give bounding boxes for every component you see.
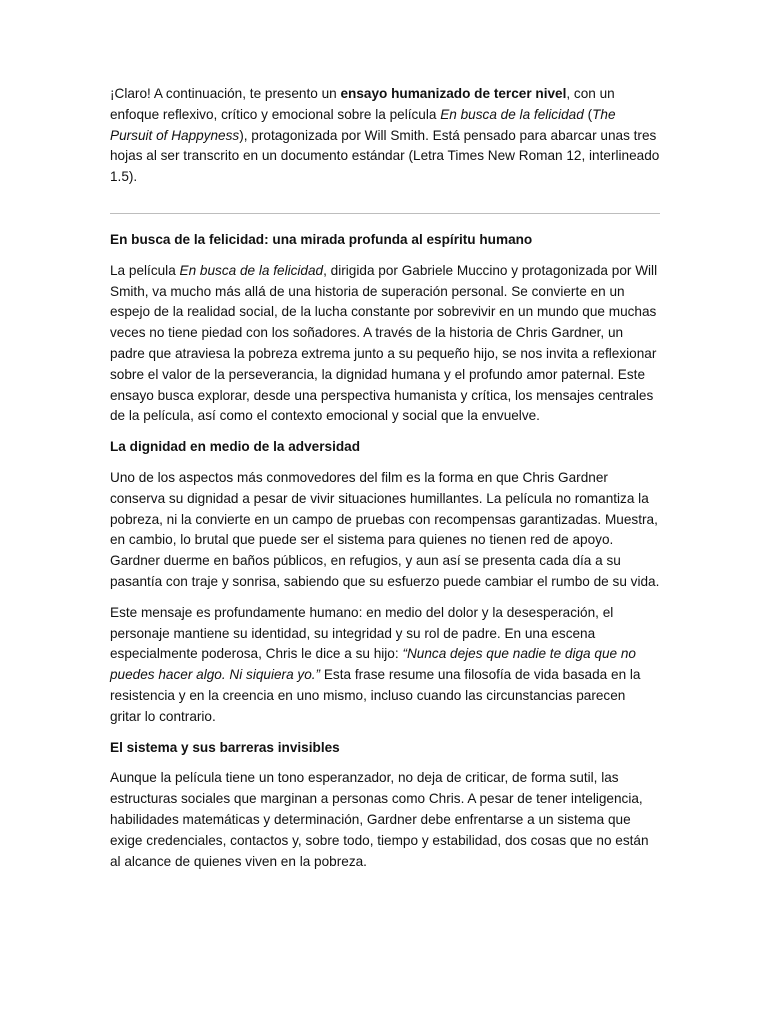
- intro-paragraph: [110, 84, 660, 188]
- film-quote: “Nunca dejes que nadie te diga que no puedes hacer algo. Ni siquiera yo.”: [110, 646, 636, 683]
- intro-bold-phrase: ensayo humanizado de tercer nivel: [340, 86, 567, 101]
- essay-intro-paragraph: [110, 261, 660, 427]
- section-heading-system: El sistema y sus barreras invisibles: [110, 739, 340, 755]
- intro-film-title-es: En busca de la felicidad: [440, 106, 584, 122]
- intro-text-end: ), protagonizada por Will Smith. Está pensado para abarcar unas tres hojas al ser transcrito en un documento estándar (Letra Times New Roman 12, interlineado 1.5).: [110, 127, 660, 185]
- essay-intro-text-end: , dirigida por Gabriele Muccino y protagonizada por Will Smith, va mucho más allá de una historia de superación personal. Se convierte en un espejo de la realidad social, de la lucha constante por sobrevivir en un mundo que muchas veces no tiene piedad con los soñadores. A través de la historia de Chris Gardner, un padre que atraviesa la pobreza extrema junto a su pequeño hijo, se nos invita a reflexionar sobre el valor de la perseverancia, la dignidad humana y el profundo amor paternal. Este ensayo busca explorar, desde una perspectiva humanista y crítica, los mensajes centrales de la película, así como el contexto emocional y social que la envuelve.: [110, 262, 658, 424]
- dignity-paragraph-2: [110, 603, 660, 728]
- system-paragraph-1: Aunque la película tiene un tono esperanzador, no deja de criticar, de forma sutil, las estructuras sociales que marginan a personas como Chris. A pesar de tener inteligencia, habilidades matemáticas y determinación, Gardner debe enfrentarse a un sistema que exige credenciales, contactos y, sobre todo, tiempo y estabilidad, dos cosas que no están al alcance de quienes viven en la pobreza.: [110, 770, 649, 869]
- essay-title: En busca de la felicidad: una mirada profunda al espíritu humano: [110, 231, 533, 247]
- horizontal-divider: [110, 213, 660, 214]
- intro-film-title-en: The Pursuit of Happyness: [110, 106, 616, 143]
- section-heading-dignity: La dignidad en medio de la adversidad: [110, 439, 361, 455]
- essay-intro-film-title: En busca de la felicidad: [179, 262, 324, 278]
- essay-intro-text-start: La película: [110, 262, 180, 278]
- intro-text-start: ¡Claro! A continuación, te presento un: [110, 86, 341, 101]
- dignity-paragraph-1: Uno de los aspectos más conmovedores del film es la forma en que Chris Gardner conserva su dignidad a pesar de vivir situaciones humillantes. La película no romantiza la pobreza, ni la convierte en un campo de pruebas con recompensas garantizadas. Muestra, en cambio, lo brutal que puede ser el sistema para quienes no tienen red de apoyo. Gardner duerme en baños públicos, en refugios, y aun así se presenta cada día a su pasantía con traje y sonrisa, sabiendo que su esfuerzo puede cambiar el rumbo de su vida.: [110, 469, 660, 589]
- dignity-p2-text-start: Este mensaje es profundamente humano: en medio del dolor y la desesperación, el personaje mantiene su identidad, su integridad y su rol de padre. En una escena especialmente poderosa, Chris le dice a su hijo:: [110, 604, 614, 662]
- intro-open-paren: (: [583, 106, 593, 122]
- intro-text-middle: , con un enfoque reflexivo, crítico y emocional sobre la película: [110, 86, 615, 122]
- dignity-p2-text-end: Esta frase resume una filosofía de vida basada en la resistencia y en la creencia en uno mismo, incluso cuando las circunstancias parecen gritar lo contrario.: [110, 667, 641, 724]
